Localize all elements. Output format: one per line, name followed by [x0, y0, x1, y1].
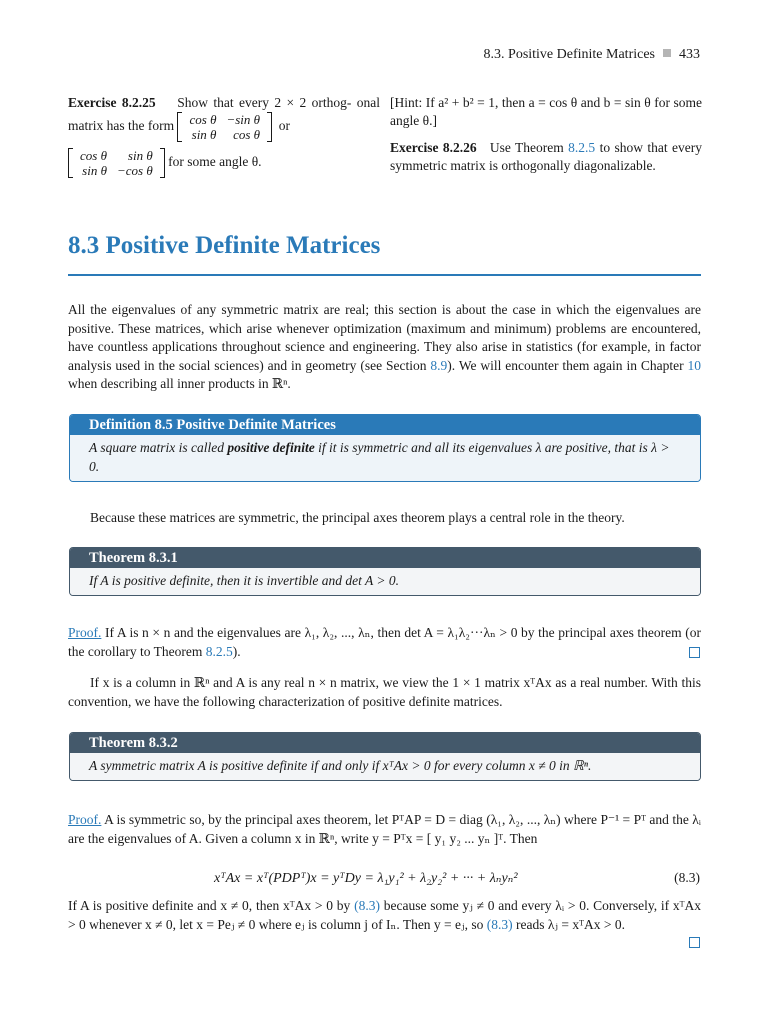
theorem-link[interactable]: 8.2.5 — [568, 140, 596, 155]
rotation-matrix — [177, 112, 272, 142]
definition-text: A square matrix is called — [89, 440, 224, 455]
section-title: 8.3 Positive Definite Matrices — [68, 232, 381, 259]
section-link[interactable]: 8.9 — [430, 357, 448, 373]
running-header — [484, 47, 700, 63]
intro-paragraph — [68, 301, 701, 394]
exercise-text: Use Theorem — [489, 140, 564, 155]
qed-square-icon — [689, 937, 700, 948]
proof-text: A is symmetric so, by the principal axes theorem, let PᵀAP = D = diag (λ₁, λ₂, ..., λₙ) where P⁻¹ = Pᵀ and the λᵢ are the eigenvalues of A. Given a column x in ℝⁿ, write y = Pᵀx = [ y₁ y₂ ... yₙ ]ᵀ. Then — [68, 812, 701, 846]
proof-text: because some yⱼ ≠ 0 and every λᵢ > 0. Conversely, if xᵀAx > 0 whenever x ≠ 0, let x = Peⱼ ≠ 0 where eⱼ is column j of Iₙ. Then y = eⱼ, so — [68, 898, 702, 932]
exercise-hint: [Hint: If a² + b² = 1, then a = cos θ and b = sin θ for some angle θ.] — [390, 95, 702, 128]
matrix-cell: cos θ — [189, 112, 217, 127]
exercise-text-end: for some angle θ. — [168, 154, 262, 170]
convention-paragraph: If x is a column in ℝⁿ and A is any real n × n matrix, we view the 1 × 1 matrix xᵀAx as a real number. With this convention, we have the following characterization of positive definite matrices. — [68, 675, 701, 709]
exercise-text: Show that every 2 × 2 orthog- onal matrix has the form — [68, 95, 380, 134]
equation-number: (8.3) — [674, 870, 700, 885]
transition-paragraph: Because these matrices are symmetric, the principal axes theorem plays a central role in the theory. — [90, 510, 625, 525]
intro-text: All the eigenvalues of any symmetric matrix are real; this section is about the case in which the eigenvalues are positive. These matrices, which arise whenever optimization (maximum and minimum) problems are encountered, have countless applications throughout science and engineering. They also arise in statistics (for example, in factor analysis used in the social sciences) and in geometry (see Section — [68, 302, 701, 373]
proof-label: Proof. — [68, 812, 102, 827]
header-square-icon — [663, 49, 671, 57]
reflection-matrix — [68, 148, 165, 178]
theorem-8-3-2-box — [69, 732, 701, 781]
equation-link[interactable]: (8.3) — [354, 898, 380, 913]
qed-square-icon — [689, 647, 700, 658]
matrix-cell: −sin θ — [226, 112, 261, 127]
header-section-title: 8.3. Positive Definite Matrices — [483, 47, 655, 62]
exercise-text: to show that every symmetric matrix is orthogonally diagonalizable. — [390, 140, 703, 173]
theorem-title: Theorem 8.3.1 — [70, 548, 700, 568]
definition-term: positive definite — [227, 440, 315, 455]
exercise-8-2-25 — [68, 94, 380, 178]
proof-conclusion — [68, 897, 701, 934]
exercise-8-2-26 — [390, 139, 702, 175]
matrix-cell: sin θ — [82, 163, 107, 178]
or-word: or — [278, 118, 291, 134]
matrix-cell: cos θ — [80, 148, 107, 163]
exercise-label: Exercise 8.2.26 — [390, 140, 477, 155]
definition-text: if it is symmetric and all its eigenvalues λ are positive, that is λ > 0. — [89, 440, 670, 474]
exercise-right-column — [390, 94, 702, 175]
definition-body — [70, 435, 700, 481]
page-number: 433 — [679, 47, 700, 62]
proof-text: If A is n × n and the eigenvalues are λ₁, λ₂, ..., λₙ, then det A = λ₁λ₂···λₙ > 0 by the principal axes theorem (or the corollary to Theorem — [68, 625, 702, 659]
matrix-cell: −cos θ — [116, 163, 153, 178]
matrix-cell: sin θ — [127, 148, 153, 163]
proof-8-3-2 — [68, 811, 701, 848]
proof-8-3-1 — [68, 624, 701, 661]
chapter-link[interactable]: 10 — [687, 357, 702, 373]
theorem-8-3-1-box — [69, 547, 701, 596]
definition-title: Definition 8.5 Positive Definite Matrices — [70, 415, 700, 435]
matrix-cell: cos θ — [233, 127, 261, 142]
section-rule — [68, 274, 701, 276]
intro-text: ). We will encounter them again in Chapter — [447, 357, 684, 373]
theorem-text: If A is positive definite, then it is invertible and det A > 0. — [70, 568, 700, 595]
proof-text: reads λⱼ = xᵀAx > 0. — [516, 916, 625, 932]
intro-text: when describing all inner products in ℝⁿ. — [68, 376, 291, 391]
equation-link[interactable]: (8.3) — [486, 916, 513, 932]
exercise-label: Exercise 8.2.25 — [68, 95, 156, 110]
theorem-text: A symmetric matrix A is positive definite if and only if xᵀAx > 0 for every column x ≠ 0 in ℝⁿ. — [70, 753, 700, 780]
proof-text: ). — [232, 643, 241, 659]
exercise-second-line — [68, 148, 380, 178]
matrix-cell: sin θ — [191, 127, 217, 142]
theorem-title: Theorem 8.3.2 — [70, 733, 700, 753]
equation-8-3: xᵀAx = xᵀ(PDPᵀ)x = yᵀDy = λ₁y₁² + λ₂y₂² + ··· + λₙyₙ² — [214, 871, 518, 886]
proof-label: Proof. — [68, 625, 102, 640]
proof-text: If A is positive definite and x ≠ 0, then xᵀAx > 0 by — [68, 898, 351, 913]
definition-box — [69, 414, 701, 482]
theorem-link[interactable]: 8.2.5 — [205, 643, 233, 659]
